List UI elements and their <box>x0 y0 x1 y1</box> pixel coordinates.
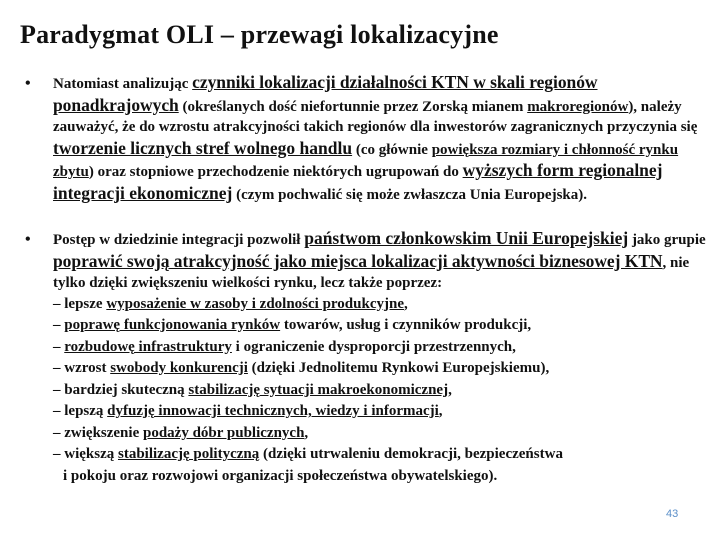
list-item-emphasis: poprawę funkcjonowania rynków <box>64 317 281 333</box>
bullet-1-text-2: (określanych dość niefortunnie przez Zorską mianem <box>178 98 528 115</box>
bullet-1-emphasis-location-factors: czynniki lokalizacji działalności KTN w skali regionów ponadkrajowych <box>53 72 598 115</box>
list-item-suffix: towarów, usług i czynników produkcji, <box>280 317 532 333</box>
list-item-continuation: i pokoju oraz rozwojowi organizacji społeczeństwa obywatelskiego). <box>63 467 498 484</box>
list-item <box>53 315 713 337</box>
list-item-prefix: – większą <box>53 446 118 462</box>
bullet-2-emphasis-attractiveness: poprawić swoją atrakcyjność jako miejsca lokalizacji aktywności biznesowej KTN <box>53 250 663 271</box>
bullet-1-text-4: (co głównie <box>352 141 432 158</box>
list-item-suffix: (dzięki Jednolitemu Rynkowi Europejskiemu), <box>247 360 550 376</box>
list-item-prefix: – lepszą <box>53 403 108 419</box>
list-item-suffix: i ograniczenie dysproporcji przestrzennych, <box>231 338 516 355</box>
bullet-1-emphasis-market-size: powiększa rozmiary i chłonność rynku zbytu <box>53 141 679 180</box>
list-item-prefix: – <box>53 317 65 333</box>
bullet-2-emphasis-member-states: państwom członkowskim Unii Europejskiej <box>304 228 629 248</box>
list-item-emphasis: swobody konkurencji <box>110 360 248 376</box>
list-item <box>53 444 713 466</box>
bullet-1-emphasis-higher-integration: wyższych form regionalnej integracji ekonomicznej <box>53 160 663 203</box>
list-item <box>53 380 713 402</box>
page-number: 43 <box>666 508 679 520</box>
bullet-marker: • <box>25 231 31 248</box>
bullet-1-text <box>53 72 713 205</box>
list-item <box>53 358 713 380</box>
bullet-1-intro: Natomiast analizując <box>53 76 193 92</box>
list-item <box>53 423 713 445</box>
bullet-1-emphasis-macroregions: makroregionów <box>527 98 629 115</box>
list-item-prefix: – <box>53 338 65 355</box>
list-item-emphasis: stabilizację polityczną <box>118 446 260 462</box>
list-item-prefix: – wzrost <box>53 360 111 376</box>
bullet-2-intro-paragraph <box>53 228 713 294</box>
list-item-prefix: – zwiększenie <box>53 424 143 441</box>
slide-title: Paradygmat OLI – przewagi lokalizacyjne <box>20 20 499 49</box>
bullet-1-emphasis-free-trade-zones: tworzenie licznych stref wolnego handlu <box>53 137 353 158</box>
list-item <box>53 294 713 316</box>
bullet-1-text-3: ), należy zauważyć, że do wzrostu atrakcyjności takich regionów dla inwestorów zagranicznych przyczynia się <box>53 98 698 135</box>
bullet-1-text-5: ) oraz stopniowe przechodzenie niektórych ugrupowań do <box>88 164 463 180</box>
list-item-emphasis: dyfuzję innowacji technicznych, wiedzy i informacji <box>107 403 439 419</box>
list-item-emphasis: rozbudowę infrastruktury <box>64 338 232 355</box>
list-item-emphasis: wyposażenie w zasoby i zdolności produkcyjne <box>106 295 404 312</box>
list-item-emphasis: stabilizację sytuacji makroekonomicznej <box>188 381 449 398</box>
list-item-suffix: , <box>448 381 452 398</box>
list-item-emphasis: podaży dóbr publicznych <box>142 424 305 441</box>
list-item-prefix: – bardziej skuteczną <box>53 381 189 398</box>
bullet-1-text-6: (czym pochwalić się może zwłaszcza Unia Europejska). <box>232 186 587 203</box>
list-item <box>53 401 713 423</box>
list-item-suffix: , <box>304 424 309 441</box>
list-item-suffix: , <box>438 403 443 419</box>
bullet-2-text-2: jako grupie <box>628 232 706 248</box>
bullet-2-text-3: , nie tylko dzięki zwiększeniu wielkości rynku, lecz także poprzez: <box>53 254 690 291</box>
list-item-suffix: (dzięki utrwaleniu demokracji, bezpieczeństwa <box>259 446 563 462</box>
list-item-prefix: – lepsze <box>53 295 107 312</box>
bullet-marker: • <box>25 75 31 92</box>
bullet-2-intro: Postęp w dziedzinie integracji pozwolił <box>53 232 305 248</box>
bullet-2-text <box>53 228 713 487</box>
list-item <box>53 337 713 359</box>
benefits-list <box>53 294 713 488</box>
list-item-suffix: , <box>404 295 408 312</box>
